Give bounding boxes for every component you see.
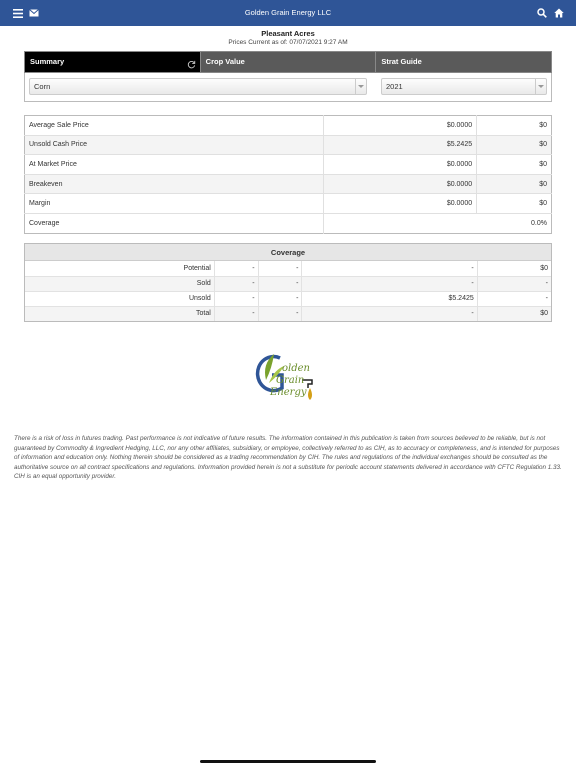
coverage-cell: - — [214, 291, 258, 306]
disclaimer-text: There is a risk of loss in futures trading. Past performance is not indicative of future results. The information contained in this publication is taken from sources believed to be reliable, but is not guaranteed by Commodity & Ingredient Hedging, LLC, nor any other affiliates, subsidiary, or employee, collectively referred to as CIH, as to accuracy or completeness, and is intended for purposes of information and education only. Nothing therein should be considered as a trading recommendation by CIH. The rules and regulations of the individual exchanges should be consulted as the authoritative source on all contract specifications and regulations. Information provided herein is not a substitute for periodic account statements delivered in accordance with CFTC Regulation 1.33. CIH is an equal opportunity provider. — [14, 435, 562, 481]
tab-summary-label: Summary — [30, 57, 65, 66]
year-select[interactable] — [381, 78, 547, 95]
tab-crop-value[interactable] — [201, 52, 377, 72]
logo-line-1: olden — [282, 363, 310, 374]
coverage-cell: - — [258, 306, 302, 321]
coverage-row-label: Potential — [25, 261, 214, 276]
row-value: $0 — [477, 135, 552, 155]
coverage-cell: - — [477, 291, 551, 306]
row-label: Unsold Cash Price — [25, 135, 324, 155]
logo-line-2: Grain — [276, 375, 305, 386]
chevron-down-icon — [535, 79, 546, 94]
table-row — [25, 213, 552, 233]
row-price: $0.0000 — [324, 116, 477, 136]
top-bar — [0, 0, 576, 26]
coverage-row-label: Unsold — [25, 291, 214, 306]
coverage-cell: $0 — [477, 261, 551, 276]
search-icon[interactable] — [535, 6, 549, 20]
home-icon[interactable] — [552, 6, 566, 20]
app-title: Golden Grain Energy LLC — [244, 8, 332, 17]
coverage-cell: - — [302, 261, 477, 276]
coverage-table — [25, 261, 551, 321]
row-value: $0 — [477, 155, 552, 175]
coverage-cell: - — [258, 261, 302, 276]
row-label: Margin — [25, 194, 324, 214]
coverage-cell: $5.2425 — [302, 291, 477, 306]
coverage-cell: - — [214, 276, 258, 291]
table-row — [25, 261, 551, 276]
home-indicator[interactable] — [200, 760, 376, 763]
coverage-cell: - — [477, 276, 551, 291]
table-row — [25, 155, 552, 175]
coverage-cell: - — [302, 276, 477, 291]
chevron-down-icon — [355, 79, 366, 94]
coverage-panel — [24, 243, 552, 322]
tab-bar — [24, 51, 552, 73]
row-price: $5.2425 — [324, 135, 477, 155]
prices-current-timestamp: Prices Current as of: 07/07/2021 9:27 AM — [228, 39, 348, 46]
table-row — [25, 291, 551, 306]
year-select-value: 2021 — [386, 82, 403, 91]
coverage-title: Coverage — [25, 244, 551, 261]
row-label: At Market Price — [25, 155, 324, 175]
farm-name: Pleasant Acres — [261, 29, 315, 38]
table-row — [25, 116, 552, 136]
crop-select[interactable] — [29, 78, 367, 95]
coverage-cell: - — [302, 306, 477, 321]
tab-strat-guide[interactable] — [376, 52, 551, 72]
tab-strat-guide-label: Strat Guide — [381, 57, 422, 66]
table-row — [25, 135, 552, 155]
coverage-cell: - — [214, 261, 258, 276]
row-price: $0.0000 — [324, 155, 477, 175]
crop-select-value: Corn — [34, 82, 51, 91]
row-label: Coverage — [25, 213, 324, 233]
table-row — [25, 306, 551, 321]
coverage-cell: - — [258, 276, 302, 291]
tab-crop-value-label: Crop Value — [205, 57, 245, 66]
row-price: $0.0000 — [324, 194, 477, 214]
row-value: 0.0% — [324, 213, 552, 233]
tab-summary[interactable] — [25, 52, 201, 72]
row-price: $0.0000 — [324, 174, 477, 194]
table-row — [25, 276, 551, 291]
coverage-row-label: Sold — [25, 276, 214, 291]
row-label: Breakeven — [25, 174, 324, 194]
coverage-cell: - — [258, 291, 302, 306]
row-value: $0 — [477, 194, 552, 214]
filter-panel — [24, 73, 552, 102]
row-value: $0 — [477, 116, 552, 136]
coverage-row-label: Total — [25, 306, 214, 321]
coverage-cell: $0 — [477, 306, 551, 321]
company-logo — [252, 350, 324, 406]
row-label: Average Sale Price — [25, 116, 324, 136]
coverage-cell: - — [214, 306, 258, 321]
summary-table — [24, 115, 552, 234]
logo-line-3: Energy — [270, 387, 307, 398]
row-value: $0 — [477, 174, 552, 194]
table-row — [25, 194, 552, 214]
table-row — [25, 174, 552, 194]
